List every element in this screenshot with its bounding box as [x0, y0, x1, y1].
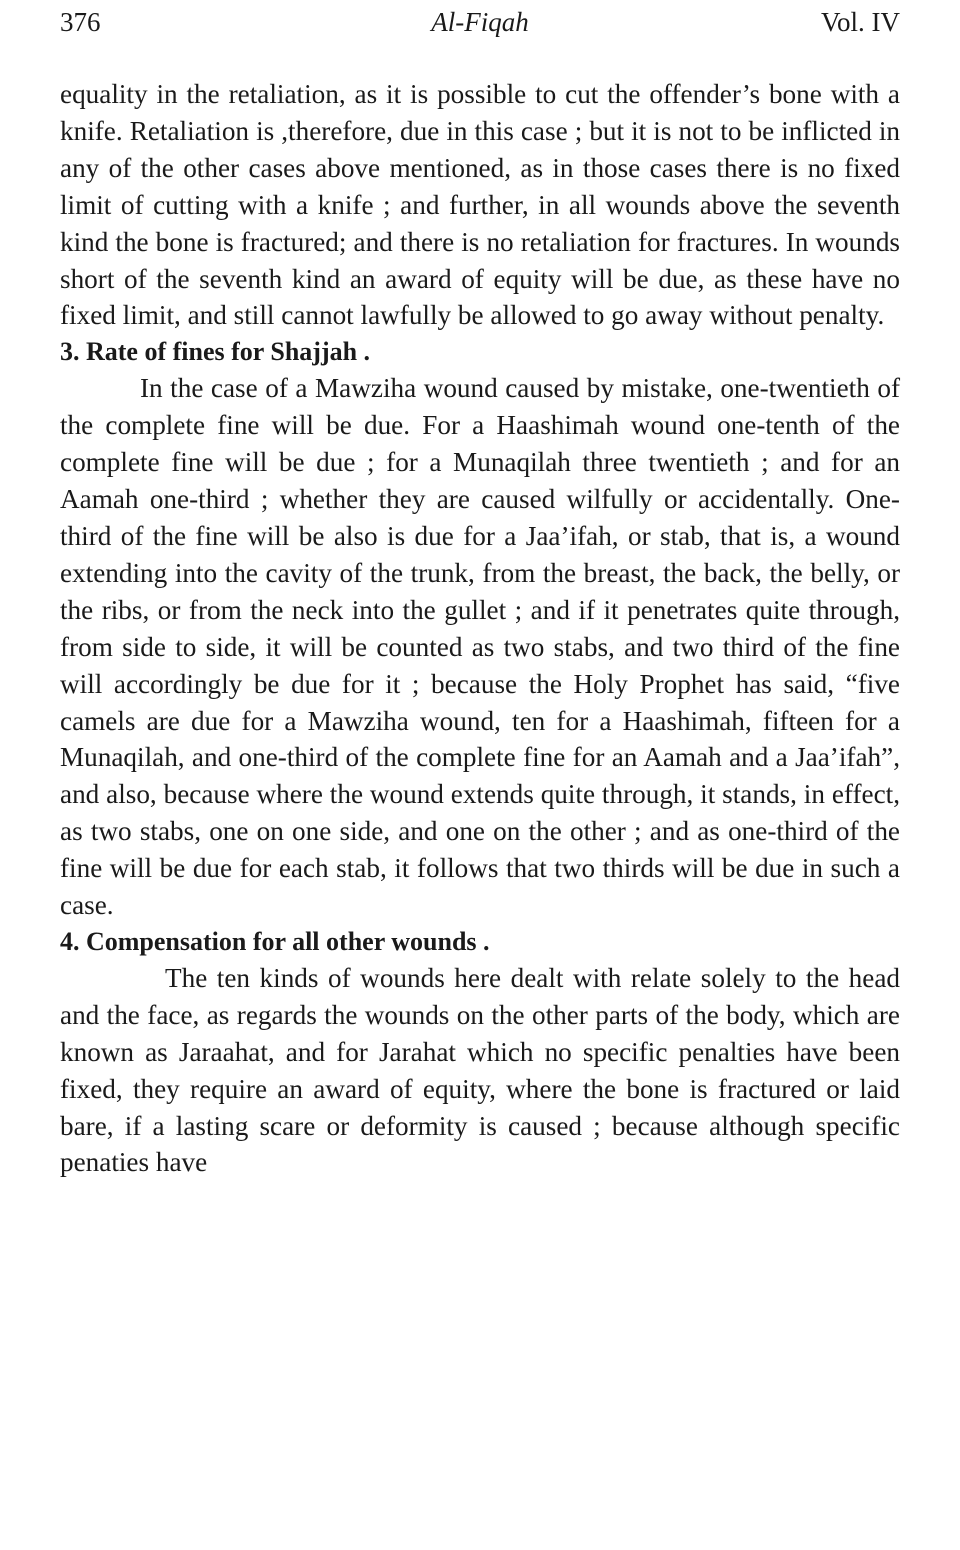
paragraph-retaliation: equality in the retaliation, as it is possible to cut the offender’s bone with a knife. Retaliation is ,therefore, due in this case ; but it is not to be inflicted in any of the other cases above mentioned, as in those cases there is no fixed limit of cutting with a knife ; and further, in all wounds above the seventh kind the bone is fractured; and there is no retaliation for fractures. In wounds short of the seventh kind an award of equity will be due, as these have no fixed limit, and still cannot lawfully be allowed to go away without penalty.: [60, 79, 900, 331]
paragraph-rate-of-fines: In the case of a Mawziha wound caused by mistake, one-twentieth of the complete fine will be due. For a Haashimah wound one-tenth of the complete fine will be due ; for a Munaqilah three twentieth ; and for an Aamah one-third ; whether they are caused wilfully or accidentally. One-third of the fine will be also is due for a Jaa’ifah, or stab, that is, a wound extending into the cavity of the trunk, from the breast, the back, the belly, or the ribs, or from the neck into the gullet ; and if it penetrates quite through, from side to side, it will be counted as two stabs, and two third of the fine will accordingly be due for it ; because the Holy Prophet has said, “five camels are due for a Mawziha wound, ten for a Haashimah, fifteen for a Munaqilah, and one-third of the complete fine for an Aamah and a Jaa’ifah”, and also, because where the wound extends quite through, it stands, in effect, as two stabs, one on one side, and one on the other ; and as one-third of the fine will be due for each stab, it follows that two thirds will be due in such a case.: [60, 373, 900, 921]
section-heading-compensation: 4. Compensation for all other wounds .: [60, 926, 490, 956]
running-header: [60, 0, 900, 44]
document-page: [60, 0, 900, 1181]
section-heading-rate-of-fines: 3. Rate of fines for Shajjah .: [60, 337, 371, 367]
book-title: Al-Fiqah: [431, 7, 529, 37]
page-number: 376: [60, 7, 101, 37]
paragraph-compensation: The ten kinds of wounds here dealt with relate solely to the head and the face, as regards the wounds on the other parts of the body, which are known as Jaraahat, and for Jarahat which no specific penalties have been fixed, they require an award of equity, where the bone is fractured or laid bare, if a lasting scare or deformity is caused ; because although specific penaties have: [60, 962, 900, 1178]
volume-label: Vol. IV: [820, 7, 900, 37]
